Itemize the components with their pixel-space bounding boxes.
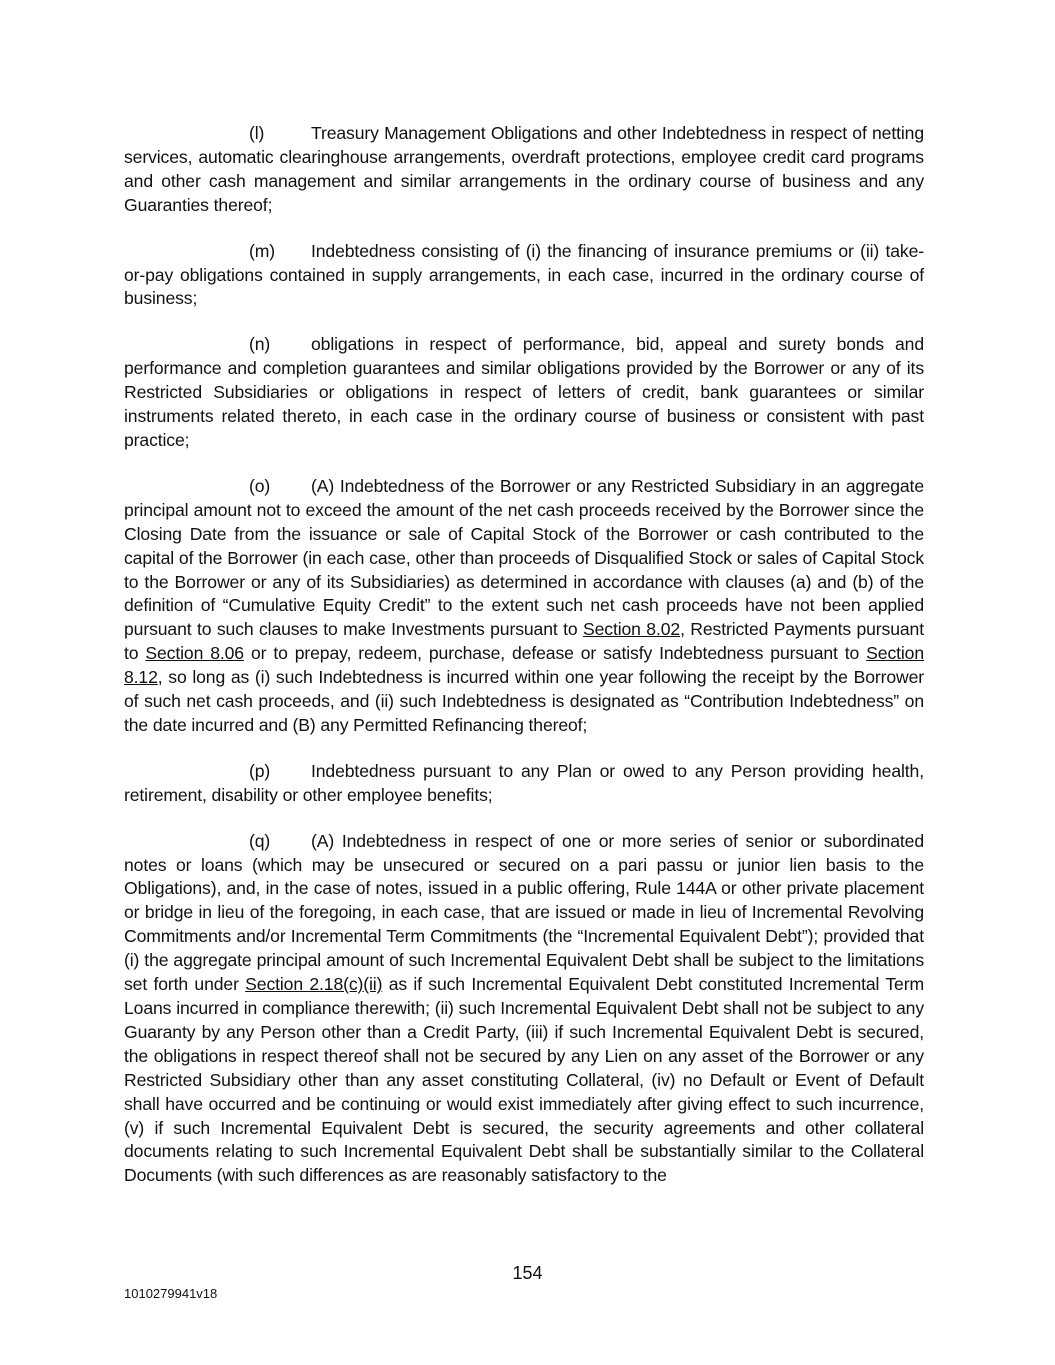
- paragraph-text: (A) Indebtedness of the Borrower or any Restricted Subsidiary in an aggregate principal amount not to exceed the amount of the net cash proceeds received by the Borrower since the Closing Date from the issuance or sale of Capital Stock of the Borrower or cash contributed to the capital of the Borrower (in each case, other than proceeds of Disqualified Stock or sales of Capital Stock to the Borrower or any of its Subsidiaries) as determined in accordance with clauses (a) and (b) of the definition of “Cumulative Equity Credit” to the extent such net cash proceeds have not been applied pursuant to such clauses to make Investments pursuant to: [124, 475, 924, 640]
- section-reference-link[interactable]: Section 8.02: [583, 619, 681, 640]
- paragraph-text: (A) Indebtedness in respect of one or more series of senior or subordinated notes or loans (which may be unsecured or secured on a pari passu or junior lien basis to the Obligations), and, in the case of notes, issued in a public offering, Rule 144A or other private placement or bridge in lieu of the foregoing, in each case, that are issued or made in lieu of Incremental Revolving Commitments and/or Incremental Term Commitments (the “Incremental Equivalent Debt”); provided that (i) the aggregate principal amount of such Incremental Equivalent Debt shall be subject to the limitations set forth under: [124, 830, 924, 995]
- paragraph-text: Indebtedness consisting of (i) the financing of insurance premiums or (ii) take-or-pay obligations contained in supply arrangements, in each case, incurred in the ordinary course of business;: [124, 240, 924, 309]
- document-id: 1010279941v18: [124, 1286, 218, 1301]
- paragraph: [124, 830, 924, 1189]
- section-reference-link[interactable]: Section 8.06: [145, 643, 244, 664]
- section-reference-link[interactable]: Section 2.18(c)(ii): [245, 974, 383, 995]
- paragraph-label: (q): [249, 830, 271, 851]
- paragraph: [124, 240, 924, 312]
- paragraph-text: Indebtedness pursuant to any Plan or owed to any Person providing health, retirement, disability or other employee benefits;: [124, 760, 924, 805]
- document-body: [124, 122, 924, 1210]
- paragraph: [124, 475, 924, 738]
- paragraph-label: (n): [249, 334, 271, 355]
- paragraph: [124, 333, 924, 453]
- paragraph-text: , so long as (i) such Indebtedness is incurred within one year following the receipt by the Borrower of such net cash proceeds, and (ii) such Indebtedness is designated as “Contribution Indebtedness” on the date incurred and (B) any Permitted Refinancing thereof;: [124, 667, 924, 735]
- paragraph-text: , Restricted Payments pursuant to: [124, 619, 924, 664]
- paragraph-label: (p): [249, 760, 271, 781]
- paragraph-label: (o): [249, 475, 271, 496]
- paragraph-text: Treasury Management Obligations and other Indebtedness in respect of netting services, automatic clearinghouse arrangements, overdraft protections, employee credit card programs and other cash management and similar arrangements in the ordinary course of business and any Guaranties thereof;: [124, 123, 924, 215]
- section-reference-link[interactable]: Section 8.12: [124, 643, 925, 688]
- paragraph: [124, 122, 924, 218]
- paragraph-text: as if such Incremental Equivalent Debt constituted Incremental Term Loans incurred in compliance therewith; (ii) such Incremental Equivalent Debt shall not be subject to any Guaranty by any Person other than a Credit Party, (iii) if such Incremental Equivalent Debt is secured, the obligations in respect thereof shall not be secured by any Lien on any asset of the Borrower or any Restricted Subsidiary other than any asset constituting Collateral, (iv) no Default or Event of Default shall have occurred and be continuing or would exist immediately after giving effect to such incurrence, (v) if such Incremental Equivalent Debt is secured, the security agreements and other collateral documents relating to such Incremental Equivalent Debt shall be substantially similar to the Collateral Documents (with such differences as are reasonably satisfactory to the: [124, 974, 924, 1186]
- paragraph-list: [124, 122, 924, 1188]
- page-number: 154: [512, 1263, 543, 1283]
- paragraph-text: or to prepay, redeem, purchase, defease or satisfy Indebtedness pursuant to: [243, 643, 867, 664]
- paragraph: [124, 760, 924, 808]
- paragraph-label: (l): [249, 123, 265, 143]
- paragraph-text: obligations in respect of performance, bid, appeal and surety bonds and performance and completion guarantees and similar obligations provided by the Borrower or any of its Restricted Subsidiaries or obligations in respect of letters of credit, bank guarantees or similar instruments related thereto, in each case in the ordinary course of business or consistent with past practice;: [124, 334, 924, 450]
- paragraph-label: (m): [249, 240, 276, 261]
